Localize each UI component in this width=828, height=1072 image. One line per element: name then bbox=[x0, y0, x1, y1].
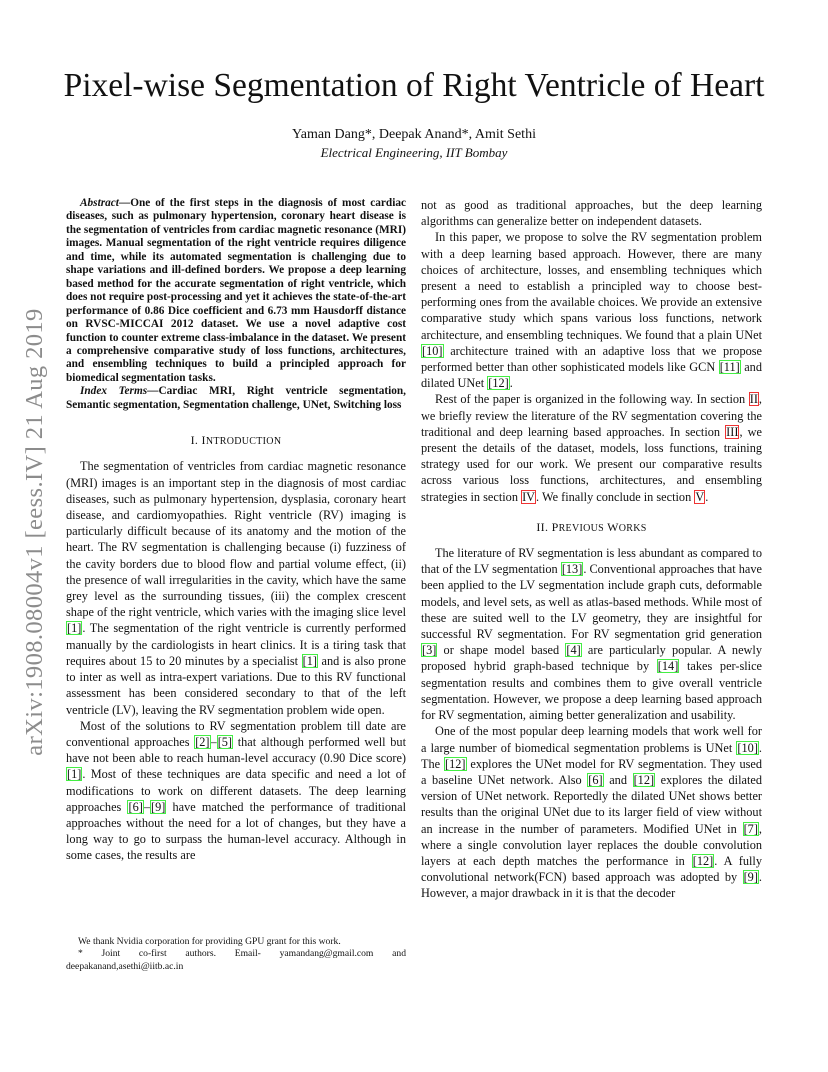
paragraph-text: Rest of the paper is organized in the following way. In section bbox=[435, 392, 749, 407]
citation-link[interactable]: [12] bbox=[633, 772, 655, 787]
intro-paragraph-2 bbox=[66, 718, 406, 864]
citation-link[interactable]: [9] bbox=[150, 799, 166, 814]
section-reference-link[interactable]: V bbox=[695, 489, 705, 504]
paragraph-text: and bbox=[603, 772, 633, 787]
paragraph-text: . However, a major drawback in it is that the decoder bbox=[421, 870, 762, 901]
paragraph-text: – bbox=[210, 734, 217, 749]
paragraph-text: One of the most popular deep learning models that work well for a large number of biomedical segmentation problems is UNet bbox=[421, 724, 762, 755]
paragraph-text: , we briefly review the literature of the RV segmentation covering the traditional and deep learning based approaches. In section bbox=[421, 392, 762, 439]
paragraph-text: that although performed well but have not been able to reach human-level accuracy (0.90 Dice score) bbox=[66, 734, 406, 766]
intro-paragraph-3 bbox=[421, 229, 762, 391]
intro-paragraph-continued: not as good as traditional approaches, but the deep learning algorithms can generalize better on independent datasets. bbox=[421, 198, 762, 229]
intro-paragraph-1 bbox=[66, 458, 406, 717]
citation-link[interactable]: [6] bbox=[128, 799, 143, 814]
intro-paragraph-4 bbox=[421, 391, 762, 504]
arxiv-identifier bbox=[18, 282, 52, 782]
arxiv-identifier-text: arXiv:1908.08004v1 [eess.IV] 21 Aug 2019 bbox=[21, 308, 48, 756]
citation-link[interactable]: [2] bbox=[195, 734, 210, 749]
paragraph-text: . We finally conclude in section bbox=[536, 489, 695, 504]
citation-link[interactable]: [5] bbox=[217, 734, 233, 749]
paragraph-text: and dilated UNet bbox=[421, 360, 762, 391]
citation-link[interactable]: [6] bbox=[588, 772, 603, 787]
section-reference-link[interactable]: III bbox=[726, 424, 739, 439]
abstract-text: —One of the first steps in the diagnosis of most cardiac diseases, such as pulmonary hypertension, coronary heart disease is the segmentation of ventricles from cardiac magnetic resonance (MRI) images. Manual segmentation of the right ventricle requires diligence and time, while its automated segmentation is challenging due to shape variations and ill-defined borders. We propose a deep learning based method for the accurate segmentation of right ventricle, which does not require post-processing and yet it achieves the state-of-the-art performance of 0.86 Dice coefficient and 6.73 mm Hausdorff distance on RVSC-MICCAI 2012 dataset. We use a novel adaptive cost function to counter extreme class-imbalance in the dataset. We present a comprehensive comparative study of loss functions, architectures, and ensembling techniques to build a principled approach for biomedical segmentation tasks. bbox=[66, 197, 406, 384]
citation-link[interactable]: [1] bbox=[67, 621, 82, 636]
paragraph-text: takes per-slice segmentation results and combines them to give overall ventricle segmentation. However, we propose a deep learning based approach for RV segmentation, aiming better generalization and usability. bbox=[421, 659, 763, 723]
index-terms-text: —Cardiac MRI, Right ventricle segmentation, Semantic segmentation, Segmentation challenge, UNet, Switching loss bbox=[66, 385, 406, 411]
index-terms-lead: Index Terms bbox=[80, 385, 148, 398]
paragraph-text: The literature of RV segmentation is less abundant as compared to that of the LV segmentation bbox=[421, 546, 762, 577]
paragraph-text: have matched the performance of traditional approaches without the need for a lot of changes, but they have a long way to go to surpass the human-level accuracy. Although in some cases, the results are bbox=[66, 799, 406, 863]
paragraph-text: Most of the solutions to RV segmentation problem till date are conventional approaches bbox=[66, 718, 406, 749]
left-column bbox=[66, 197, 406, 864]
citation-link[interactable]: [9] bbox=[743, 870, 758, 885]
citation-link[interactable]: [12] bbox=[488, 376, 509, 391]
paragraph-text: , where a single convolution layer replaces the double convolution layers at each depth matches the performance in bbox=[421, 821, 762, 868]
previous-works-paragraph-1 bbox=[421, 545, 762, 723]
paragraph-text: The segmentation of ventricles from cardiac magnetic resonance (MRI) images is an important step in the diagnosis of most cardiac diseases, such as pulmonary hypertension, dysplasia, coronary heart disease, and cardiomyopathies. Right ventricle (RV) imaging is particularly difficult because of its anatomy and the motion of the heart. The RV segmentation is challenging because (i) fuzziness of the cavity borders due to blood flow and partial volume effect, (ii) the presence of wall irregularities in the cavity, which have the same grey level as the surrounding tissues, (iii) the complex crescent shape of the right ventricle, which varies with the imaging slice level bbox=[66, 459, 406, 620]
paragraph-text: explores the dilated version of UNet network. Reportedly the dilated UNet shows better results than the original UNet due to its larger field of view without an increase in the number of parameters. Modified UNet in bbox=[421, 772, 763, 836]
previous-works-paragraph-2 bbox=[421, 723, 762, 901]
paragraph-text: explores the UNet model for RV segmentation. They used a baseline UNet network. Also bbox=[421, 756, 762, 787]
citation-link[interactable]: [14] bbox=[657, 659, 679, 674]
paper-title: Pixel-wise Segmentation of Right Ventricle of Heart bbox=[63, 67, 765, 104]
paragraph-text: In this paper, we propose to solve the RV segmentation problem with a deep learning based approach. However, there are many choices of architecture, losses, and ensembling techniques which present a need to establish a principled way to choose best-performing ones from the available choices. We provide an extensive comparative study which spans various loss functions, network architecture, and ensembling techniques. We found that a plain UNet bbox=[421, 230, 762, 342]
citation-link[interactable]: [10] bbox=[422, 343, 443, 358]
section-reference-link[interactable]: II bbox=[749, 392, 758, 407]
paragraph-text: , we present the details of the dataset, models, loss functions, training strategy used for our work. We present our comparative results across various loss functions, architectures, and ensembling strategies in section bbox=[421, 424, 762, 504]
paragraph-text: . bbox=[509, 376, 513, 391]
footnote-authors: * Joint co-first authors. Email- yamandang@gmail.com and deepakanand,asethi@iitb.ac.in bbox=[66, 948, 406, 972]
abstract bbox=[66, 197, 406, 385]
paragraph-text: or shape model based bbox=[437, 643, 566, 658]
paragraph-text: and is also prone to inter as well as intra-expert variations. Due to this RV functional assessment has been considered secondary to that of the left ventricle (LV), leaving the RV segmentation problem wide open. bbox=[66, 653, 407, 717]
citation-link[interactable]: [1] bbox=[67, 767, 82, 782]
citation-link[interactable]: [7] bbox=[743, 821, 758, 836]
paragraph-text: . The segmentation of the right ventricle is currently performed manually by the cardiologists in heart clinics. It is a tiring task that requires about 15 to 20 minutes by a specialist bbox=[66, 621, 406, 668]
citation-link[interactable]: [4] bbox=[566, 643, 581, 658]
citation-link[interactable]: [1] bbox=[302, 653, 317, 668]
citation-link[interactable]: [3] bbox=[422, 643, 437, 658]
footnote-acknowledgement: We thank Nvidia corporation for providing GPU grant for this work. bbox=[78, 936, 341, 947]
paragraph-text: . Most of these techniques are data specific and need a lot of modifications to work on different datasets. The deep learning approaches bbox=[66, 767, 406, 814]
footnotes bbox=[66, 936, 406, 973]
section-heading-introduction: I. INTRODUCTION bbox=[190, 433, 282, 448]
index-terms bbox=[66, 385, 406, 412]
paragraph-text: architecture trained with an adaptive loss that we propose performed better than other sophisticated models like GCN bbox=[421, 343, 762, 375]
citation-link[interactable]: [13] bbox=[561, 562, 583, 577]
section-heading-previous-works: II. PREVIOUS WORKS bbox=[536, 519, 647, 534]
paragraph-text: . Conventional approaches that have been applied to the LV segmentation include graph cuts, deformable models, and level sets, as well as atlas-based methods. While most of these are suited well to the LV geometry, they are insightful for successful RV segmentation. For RV segmentation grid generation bbox=[421, 562, 762, 642]
paragraph-text: . The bbox=[421, 740, 762, 771]
author-list: Yaman Dang*, Deepak Anand*, Amit Sethi bbox=[292, 127, 536, 142]
author-affiliation: Electrical Engineering, IIT Bombay bbox=[320, 145, 508, 160]
abstract-lead: Abstract bbox=[80, 197, 119, 209]
paragraph-text: . bbox=[705, 489, 709, 504]
paragraph-text: are particularly popular. A newly proposed hybrid graph-based technique by bbox=[421, 643, 762, 674]
citation-link[interactable]: [11] bbox=[719, 360, 740, 375]
citation-link[interactable]: [12] bbox=[445, 756, 466, 771]
right-column bbox=[421, 197, 762, 902]
citation-link[interactable]: [10] bbox=[737, 740, 758, 755]
paragraph-text: . A fully convolutional network(FCN) based approach was adopted by bbox=[421, 853, 762, 885]
citation-link[interactable]: [12] bbox=[692, 853, 714, 868]
section-reference-link[interactable]: IV bbox=[522, 489, 536, 504]
paragraph-text: – bbox=[143, 799, 150, 814]
